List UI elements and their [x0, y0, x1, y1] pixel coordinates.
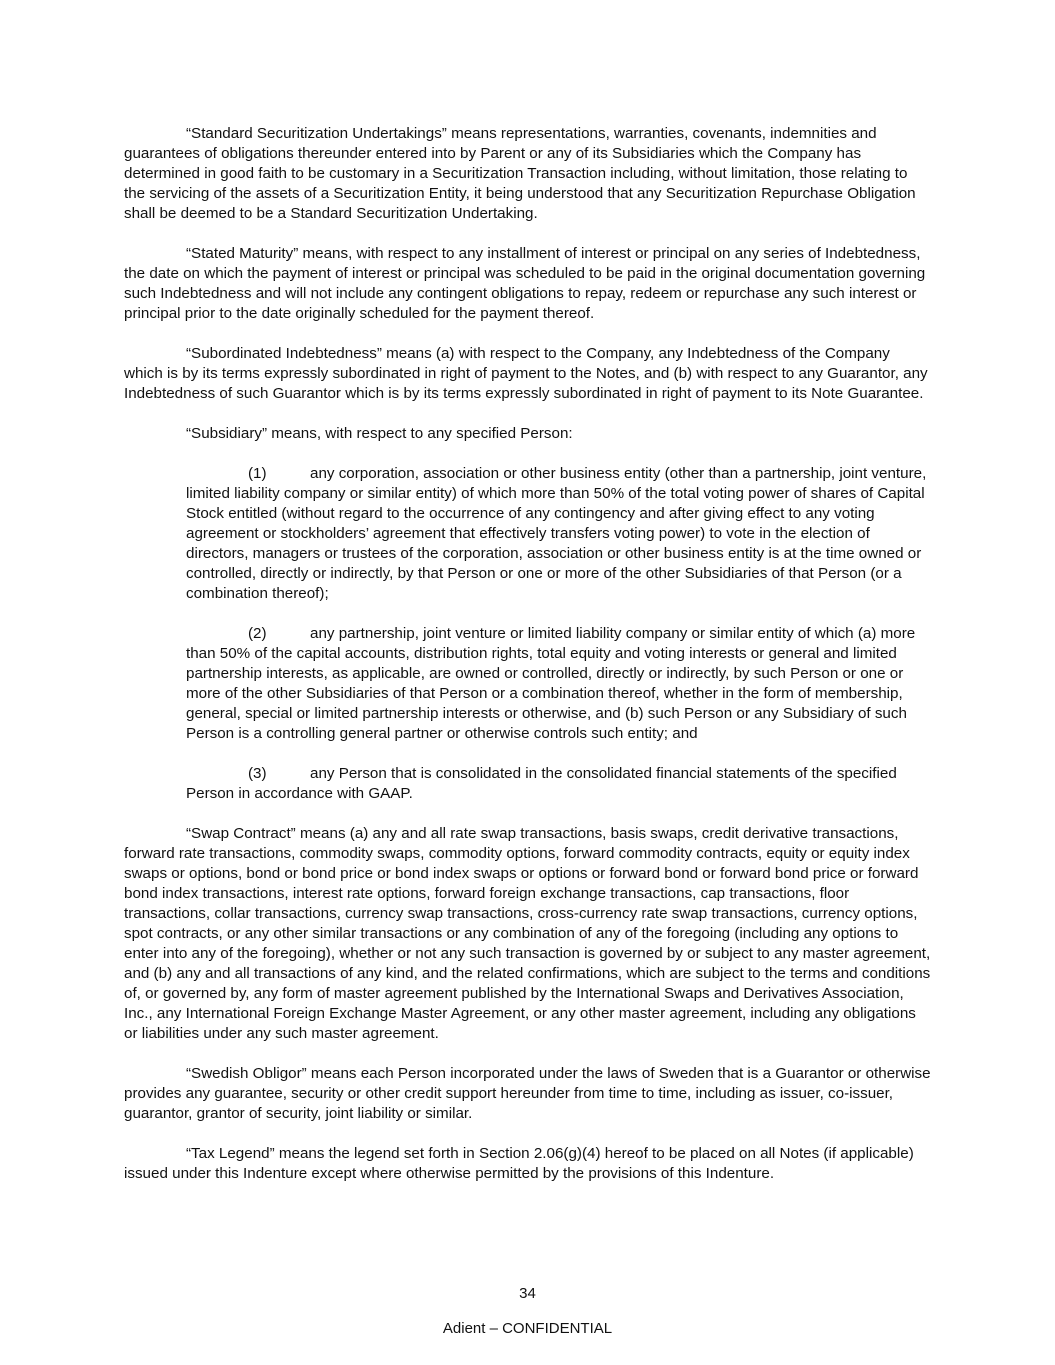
- definition-swap-contract: [124, 824, 932, 1044]
- defined-term: “Swedish Obligor”: [186, 1065, 307, 1082]
- defined-term: “Subsidiary”: [186, 425, 268, 442]
- definition-tax-legend: [124, 1144, 932, 1184]
- definition-subsidiary: [124, 424, 932, 444]
- defined-term: “Swap Contract”: [186, 825, 296, 842]
- definition-text: means, with respect to any installment of interest or principal on any series of Indebtedness, the date on which the payment of interest or principal was scheduled to be paid in the original documentation governing such Indebtedness and will not include any contingent obligations to repay, redeem or repurchase any such interest or principal prior to the date originally scheduled for the payment thereof.: [124, 245, 926, 322]
- definition-text: means each Person incorporated under the laws of Sweden that is a Guarantor or otherwise provides any guarantee, security or other credit support hereunder from time to time, including as issuer, co-issuer, guarantor, grantor of security, joint liability or similar.: [124, 1065, 931, 1122]
- defined-term: “Stated Maturity”: [186, 245, 299, 262]
- subsidiary-clause-2: [186, 624, 932, 744]
- page-number: 34: [519, 1285, 536, 1302]
- clause-number: (1): [248, 465, 267, 482]
- definition-text: means (a) any and all rate swap transactions, basis swaps, credit derivative transactions, forward rate transactions, commodity swaps, commodity options, forward commodity contracts, equity or equity index swaps or options, bond or bond price or bond index swaps or options or forward bond or forward bond price or forward bond index transactions, interest rate options, forward foreign exchange transactions, cap transactions, floor transactions, collar transactions, currency swap transactions, cross-currency rate swap transactions, currency options, spot contracts, or any other similar transactions or any combination of any of the foregoing (including any options to enter into any of the foregoing), whether or not any such transaction is governed by or subject to any master agreement, and (b) any and all transactions of any kind, and the related confirmations, which are subject to the terms and conditions of, or governed by, any form of master agreement published by the International Swaps and Derivatives Association, Inc., any International Foreign Exchange Master Agreement, or any other master agreement, including any obligations or liabilities under any such master agreement.: [124, 825, 931, 1042]
- clause-number: (2): [248, 625, 267, 642]
- subsidiary-clause-1: [186, 464, 932, 604]
- subsidiary-clause-3: [186, 764, 932, 804]
- definition-subordinated-indebtedness: [124, 344, 932, 404]
- defined-term: “Tax Legend”: [186, 1145, 275, 1162]
- clause-text: any Person that is consolidated in the consolidated financial statements of the specified Person in accordance with GAAP.: [186, 765, 897, 802]
- definition-text: means (a) with respect to the Company, any Indebtedness of the Company which is by its terms expressly subordinated in right of payment to the Notes, and (b) with respect to any Guarantor, any Indebtedness of such Guarantor which is by its terms expressly subordinated in right of payment to its Note Guarantee.: [124, 345, 928, 402]
- defined-term: “Subordinated Indebtedness”: [186, 345, 382, 362]
- document-body: [124, 124, 932, 1204]
- confidential-footer: Adient – CONFIDENTIAL: [442, 1320, 613, 1337]
- clause-text: any partnership, joint venture or limited liability company or similar entity of which (a) more than 50% of the capital accounts, distribution rights, total equity and voting interests or general and limited partnership interests, as applicable, are owned or controlled, directly or indirectly, by such Person or one or more of the other Subsidiaries of that Person or a combination thereof, whether in the form of membership, general, special or limited partnership interests or otherwise, and (b) such Person or any Subsidiary of such Person is a controlling general partner or otherwise controls such entity; and: [186, 625, 916, 742]
- definition-text: means, with respect to any specified Person:: [267, 425, 573, 442]
- definition-standard-securitization-undertakings: [124, 124, 932, 224]
- definition-stated-maturity: [124, 244, 932, 324]
- defined-term: “Standard Securitization Undertakings”: [186, 125, 447, 142]
- definition-swedish-obligor: [124, 1064, 932, 1124]
- clause-number: (3): [248, 765, 267, 782]
- definition-text: means the legend set forth in Section 2.06(g)(4) hereof to be placed on all Notes (if applicable) issued under this Indenture except where otherwise permitted by the provisions of this Indenture.: [124, 1145, 914, 1182]
- clause-text: any corporation, association or other business entity (other than a partnership, joint venture, limited liability company or similar entity) of which more than 50% of the total voting power of shares of Capital Stock entitled (without regard to the occurrence of any contingency and after giving effect to any voting agreement or stockholders’ agreement that effectively transfers voting power) to vote in the election of directors, managers or trustees of the corporation, association or other business entity is at the time owned or controlled, directly or indirectly, by that Person or one or more of the other Subsidiaries of that Person (or a combination thereof);: [186, 465, 927, 602]
- definition-text: means representations, warranties, covenants, indemnities and guarantees of obligations thereunder entered into by Parent or any of its Subsidiaries which the Company has determined in good faith to be customary in a Securitization Transaction including, without limitation, those relating to the servicing of the assets of a Securitization Entity, it being understood that any Securitization Repurchase Obligation shall be deemed to be a Standard Securitization Undertaking.: [124, 125, 916, 222]
